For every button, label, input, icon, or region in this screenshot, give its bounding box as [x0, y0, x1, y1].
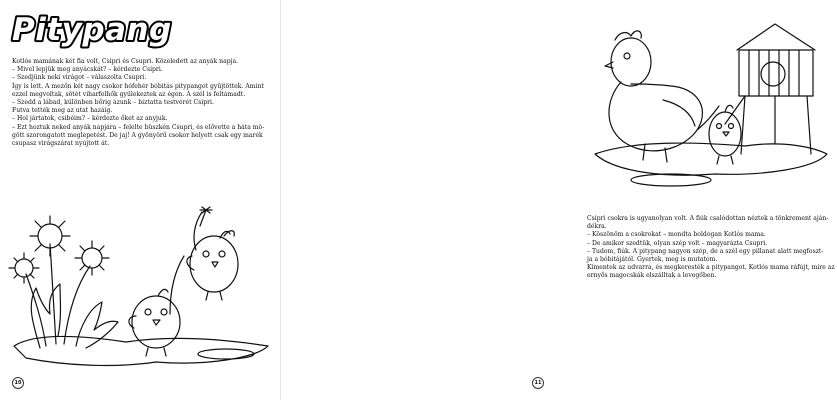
- page-number-left: 10: [12, 377, 24, 389]
- paragraph: ernyős magocskák elszálltak a levegőben.: [587, 272, 717, 280]
- paragraph: – De amikor szedtük, olyan szép volt – magyarázta Csupri.: [587, 239, 768, 247]
- seed-stalk: [170, 256, 184, 314]
- dandelion-leaf-icon: [76, 302, 118, 348]
- chick-icon: [709, 105, 741, 164]
- chicken-coop-icon: [725, 24, 815, 154]
- puddle: [631, 174, 711, 186]
- paragraph: gött szorongatott meglepetést. De jaj! A gyönyörű csokor helyett csak egy marék: [12, 131, 263, 139]
- right-page: [281, 0, 835, 400]
- left-page: [0, 0, 281, 400]
- paragraph: – Köszönöm a csokrokat – mondta boldogan Kotlós mama.: [587, 231, 766, 239]
- paragraph: Kotlós mamának két fia volt, Csipri és Csupri. Közeledett az anyák napja.: [12, 58, 239, 65]
- hen-icon: [605, 31, 702, 162]
- dandelion-stem: [64, 266, 90, 344]
- paragraph: dékra.: [587, 223, 607, 231]
- paragraph: csupasz virágszárat nyújtott át.: [12, 140, 110, 148]
- dandelion-head-icon: [30, 216, 70, 256]
- paragraph: Kimentek az udvarra, és megkeresték a pitypangot. Kotlós mama ráfújt, mire az: [587, 264, 835, 272]
- paragraph: Futva tették meg az utat hazáig.: [12, 107, 113, 115]
- seed-stalk: [194, 212, 202, 250]
- page-number-right: 11: [532, 377, 544, 389]
- dandelion-seed-icon: [200, 207, 212, 226]
- hen-and-chick-illustration: [575, 4, 837, 204]
- ground-patch: [595, 143, 827, 175]
- dandelion-head-icon: [9, 253, 39, 283]
- paragraph: Így is lett. A mezőn két nagy csokor hófehér bóbitás pitypangot gyűjtöttek. Amint: [12, 82, 264, 90]
- dandelion-stem: [50, 244, 56, 344]
- paragraph: ezzel megvoltak, sötét viharfelhők gyülekeztek az égen. A szél is feltámadt.: [12, 90, 246, 98]
- paragraph: ja a bóbitájától. Gyertek, meg is mutatom.: [587, 256, 718, 264]
- story-text-left: [12, 58, 274, 148]
- paragraph: – Mivel lepjük meg anyácskát? – kérdezte Csipri.: [12, 66, 163, 74]
- dandelion-chicks-illustration: [6, 196, 278, 376]
- book-title-text: Pitypang: [12, 12, 172, 48]
- paragraph: – Szedd a lábad, különben bőrig ázunk – biztatta testvérét Csipri.: [12, 99, 214, 107]
- ground-patch: [14, 337, 268, 366]
- dandelion-stem: [697, 106, 719, 130]
- paragraph: – Ezt hoztuk neked anyák napjára – felelte büszkén Csupri, és elővette a háta mö-: [12, 123, 265, 131]
- paragraph: – Tudom, fiúk. A pitypang nagyon szép, de a szél egy pillanat alatt megfoszt-: [587, 247, 824, 255]
- dandelion-head-icon: [75, 241, 109, 275]
- chick-icon: [129, 289, 180, 356]
- paragraph: – Hol jártatok, csibéim? – kérdezte őket az anyjuk.: [12, 115, 168, 123]
- paragraph: – Szedjünk neki virágot – válaszolta Csupri.: [12, 74, 147, 82]
- puddle: [198, 349, 254, 359]
- book-title: [8, 4, 172, 52]
- story-text-right: [587, 215, 833, 281]
- paragraph: Csipri csokra is ugyanolyan volt. A fiúk csalódottan néztek a tönkrement aján-: [587, 215, 829, 222]
